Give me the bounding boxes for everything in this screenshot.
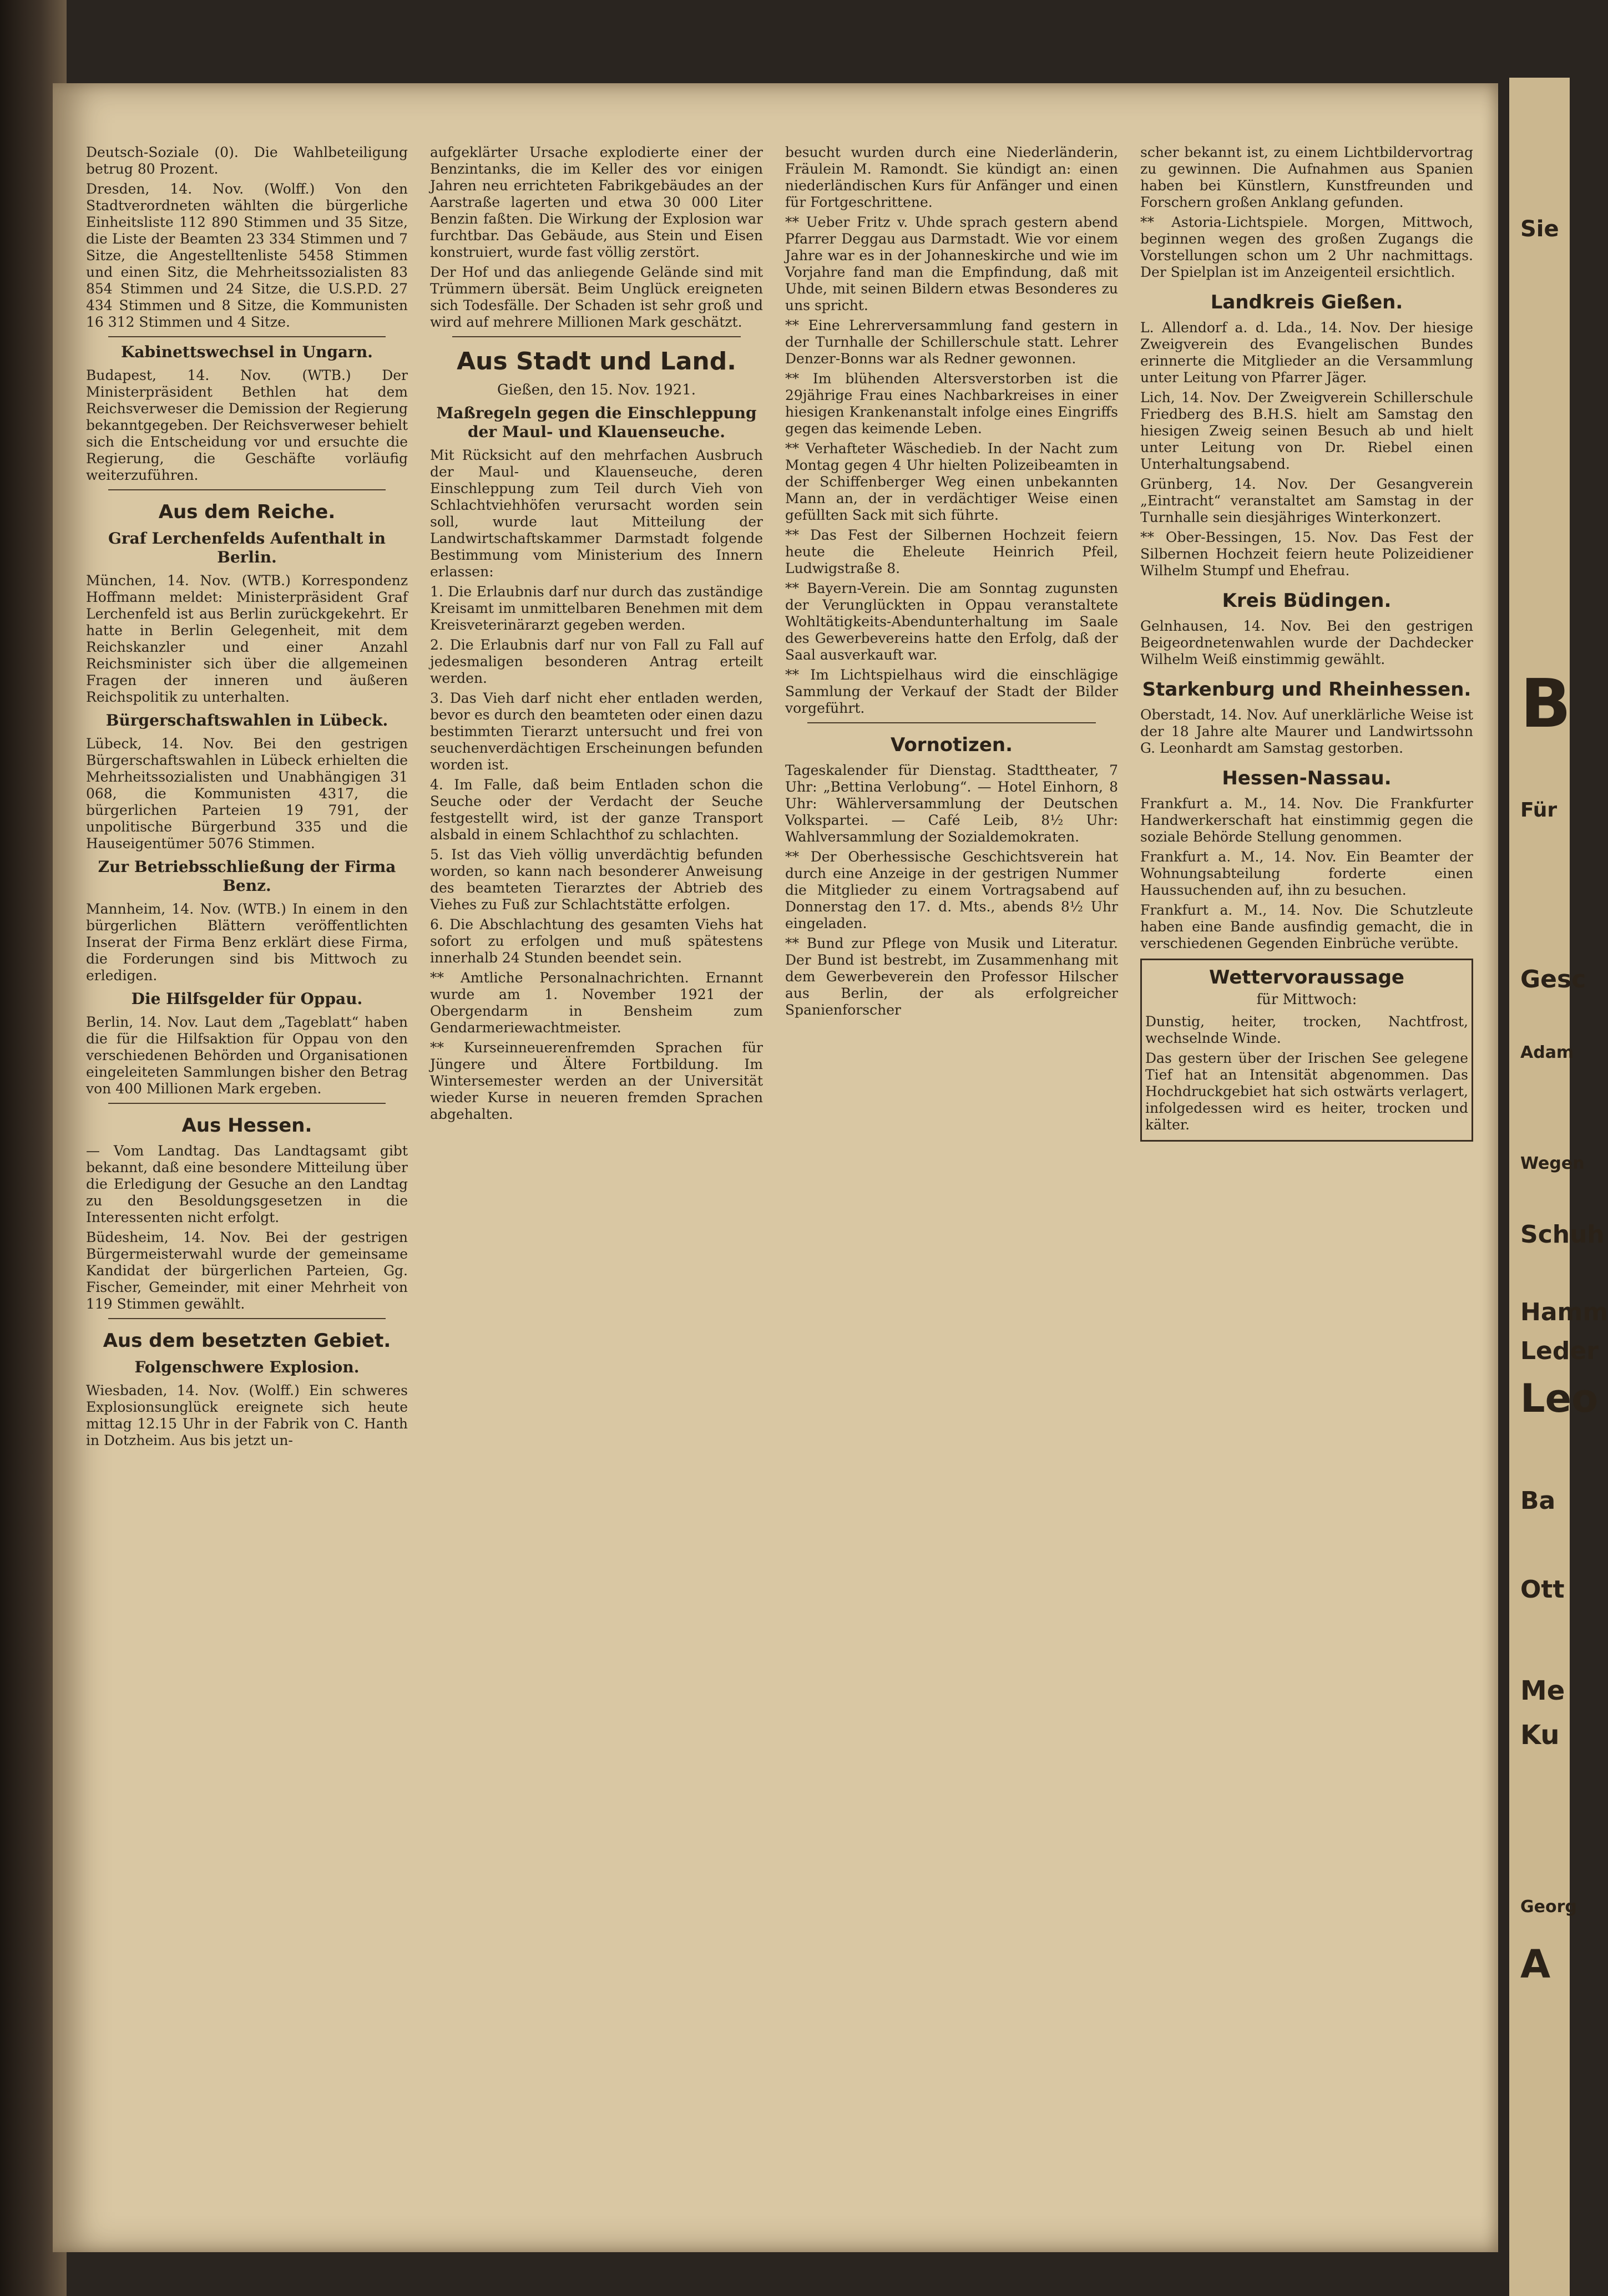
paragraph: Budapest, 14. Nov. (WTB.) Der Ministerpräsident Bethlen hat dem Reichsverweser die Demission der Regierung bekanntgegeben. Der Reichsverweser behielt sich die Entscheidung vor und ersuchte die Regierung, die Geschäfte vorläufig weiterzuführen. (86, 367, 408, 483)
paragraph: Oberstadt, 14. Nov. Auf unerklärliche Weise ist der 18 Jahre alte Maurer und Landwirtssohn G. Leonhardt am Samstag gestorben. (1140, 707, 1473, 756)
paragraph: ** Im Lichtspielhaus wird die einschlägige Sammlung der Verkauf der Stadt der Bilder vorgeführt. (785, 667, 1118, 716)
divider (807, 722, 1096, 723)
paragraph: L. Allendorf a. d. Lda., 14. Nov. Der hiesige Zweigverein des Evangelischen Bundes erinnerte die Mitglieder an die Versammlung unter Leitung von Pfarrer Jäger. (1140, 320, 1473, 386)
ad-fragment: B (1520, 666, 1571, 743)
paragraph: ** Ueber Fritz v. Uhde sprach gestern abend Pfarrer Deggau aus Darmstadt. Wie vor einem Jahre war es in der Johanneskirche und wie im Vorjahre fand man die Empfindung, daß mit Uhde, mit seinen Bildern etwas Besonderes zu uns spricht. (785, 214, 1118, 313)
ad-fragment: Adam (1520, 1043, 1574, 1062)
paragraph: Frankfurt a. M., 14. Nov. Die Frankfurter Handwerkerschaft hat einstimmig gegen die soziale Behörde Stellung genommen. (1140, 795, 1473, 845)
paragraph: ** Bund zur Pflege von Musik und Literatur. Der Bund ist bestrebt, im Zusammenhang mit dem Gewerbeverein den Professor Hilscher aus Berlin, der als erfolgreicher Spanienforscher (785, 935, 1118, 1018)
ad-fragment: Für (1520, 799, 1558, 822)
paragraph: Grünberg, 14. Nov. Der Gesangverein „Eintracht“ veranstaltet am Samstag in der Turnhalle sein diesjähriges Winterkonzert. (1140, 476, 1473, 525)
section-heading: Kreis Büdingen. (1222, 590, 1392, 612)
ad-fragment: Hamm (1520, 1298, 1608, 1326)
paragraph: ** Eine Lehrerversammlung fand gestern in der Turnhalle der Schillerschule statt. Lehrer Denzer-Bonns war als Redner gewonnen. (785, 317, 1118, 367)
ad-fragment: Sie (1520, 216, 1559, 242)
ad-fragment: Leo (1520, 1376, 1599, 1421)
list-item: 6. Die Abschlachtung des gesamten Viehs hat sofort zu erfolgen und muß spätestens innerhalb 24 Stunden beendet sein. (430, 916, 763, 966)
ad-fragment: Ku (1520, 1720, 1560, 1751)
section-heading: Landkreis Gießen. (1210, 291, 1403, 313)
divider (108, 489, 386, 490)
list-item: 5. Ist das Vieh völlig unverdächtig befunden worden, so kann nach besonderer Anweisung des beamteten Tierarztes der Abtrieb des Viehes zu Fuß zur Schlachtstätte erfolgen. (430, 847, 763, 913)
section-heading: Aus Stadt und Land. (457, 347, 736, 376)
list-item: 2. Die Erlaubnis darf nur von Fall zu Fall auf jedesmaligen besonderen Antrag erteilt werden. (430, 637, 763, 686)
section-heading: Aus dem Reiche. (158, 501, 336, 523)
section-heading: Aus dem besetzten Gebiet. (103, 1330, 391, 1352)
column-4 (1140, 144, 1473, 2230)
paragraph: Mannheim, 14. Nov. (WTB.) In einem in den bürgerlichen Blättern veröffentlichten Inserat der Firma Benz erklärt diese Firma, die Forderungen sind bis Mittwoch zu erledigen. (86, 901, 408, 984)
paragraph: ** Der Oberhessische Geschichtsverein hat durch eine Anzeige in der gestrigen Nummer die Mitglieder zu einem Vortragsabend auf Donnerstag den 17. d. Mts., abends 8½ Uhr eingeladen. (785, 849, 1118, 931)
column-2 (430, 144, 763, 2230)
weather-heading: Wettervoraussage (1209, 966, 1404, 989)
paragraph: Lübeck, 14. Nov. Bei den gestrigen Bürgerschaftswahlen in Lübeck erhielten die Mehrheitssozialisten und Unabhängigen 31 068, die Kommunisten 4317, die bürgerlichen Parteien 19 791, der unpolitische Bürgerbund 335 und die Hauseigentümer 5076 Stimmen. (86, 736, 408, 852)
ad-fragment: Georg (1520, 1897, 1577, 1917)
weather-report: Das gestern über der Irischen See gelegene Tief hat an Intensität abgenommen. Das Hochdruckgebiet hat sich ostwärts verlagert, infolgedessen wird es heiter, trocken und kälter. (1145, 1050, 1468, 1133)
weather-box (1140, 959, 1473, 1142)
heading: Graf Lerchenfelds Aufenthalt in Berlin. (108, 529, 386, 566)
list-item: 1. Die Erlaubnis darf nur durch das zuständige Kreisamt im unmittelbaren Benehmen mit dem Kreisveterinärarzt gegeben werden. (430, 584, 763, 633)
heading: Folgenschwere Explosion. (134, 1358, 360, 1376)
paragraph: Lich, 14. Nov. Der Zweigverein Schillerschule Friedberg des B.H.S. hielt am Samstag den hiesigen Zweig seinen Besuch ab und hielt unter Leitung von Dr. Riebel einen Unterhaltungsabend. (1140, 389, 1473, 472)
paragraph: ** Im blühenden Altersverstorben ist die 29jährige Frau eines Nachbarkreises in einer hiesigen Krankenanstalt infolge eines Eingriffs gegen das keimende Leben. (785, 371, 1118, 437)
ad-fragment: Gesc (1520, 965, 1586, 994)
facing-page-edge (1509, 78, 1608, 2296)
paragraph: ** Kurseinneuerenfremden Sprachen für Jüngere und Ältere Fortbildung. Im Wintersemester werden an der Universität wieder Kurse in neueren fremden Sprachen abgehalten. (430, 1040, 763, 1122)
paragraph: Frankfurt a. M., 14. Nov. Die Schutzleute haben eine Bande ausfindig gemacht, die in verschiedenen Gegenden Einbrüche verübte. (1140, 902, 1473, 951)
ad-fragment: A (1520, 1942, 1551, 1987)
list-item: 4. Im Falle, daß beim Entladen schon die Seuche oder der Verdacht der Seuche festgestellt wird, ist der ganze Transport alsbald in einem Schlachthof zu schlachten. (430, 777, 763, 843)
paragraph: besucht wurden durch eine Niederländerin, Fräulein M. Ramondt. Sie kündigt an: einen niederländischen Kurs für Anfänger und einen für Fortgeschrittene. (785, 144, 1118, 210)
paragraph: Wiesbaden, 14. Nov. (Wolff.) Ein schweres Explosionsunglück ereignete sich heute mittag 12.15 Uhr in der Fabrik von C. Hanth in Dotzheim. Aus bis jetzt un- (86, 1382, 408, 1448)
ad-fragment: Leder (1520, 1337, 1599, 1365)
ad-fragment: Schuh (1520, 1220, 1605, 1249)
paragraph: München, 14. Nov. (WTB.) Korrespondenz Hoffmann meldet: Ministerpräsident Graf Lerchenfeld ist aus Berlin zurückgekehrt. Er hatte in Berlin Gelegenheit, mit dem Reichskanzler und einer Anzahl Reichsminister sich über die allgemeinen Fragen der inneren und äußeren Reichspolitik zu unterhalten. (86, 572, 408, 705)
heading: Kabinettswechsel in Ungarn. (121, 343, 373, 361)
divider (452, 336, 741, 337)
paragraph: ** Bayern-Verein. Die am Sonntag zugunsten der Verunglückten in Oppau veranstaltete Wohltätigkeits-Abendunterhaltung im Saale des Gewerbevereins hatte den Erfolg, daß der Saal ausverkauft war. (785, 580, 1118, 663)
heading: Die Hilfsgelder für Oppau. (131, 990, 363, 1008)
paragraph: Dresden, 14. Nov. (Wolff.) Von den Stadtverordneten wählten die bürgerliche Einheitsliste 112 890 Stimmen und 35 Sitze, die Liste der Beamten 23 334 Stimmen und 7 Sitze, die Angestelltenliste 5458 Stimmen und einen Sitz, die Mehrheitssozialisten 83 854 Stimmen und 24 Sitze, die U.S.P.D. 27 434 Stimmen und 8 Sitze, die Kommunisten 16 312 Stimmen und 4 Sitze. (86, 181, 408, 330)
paragraph: ** Ober-Bessingen, 15. Nov. Das Fest der Silbernen Hochzeit feiern heute Polizeidiener Wilhelm Stumpf und Ehefrau. (1140, 529, 1473, 579)
divider (108, 336, 386, 337)
paragraph: Frankfurt a. M., 14. Nov. Ein Beamter der Wohnungsabteilung forderte einen Haussuchenden auf, ihn zu besuchen. (1140, 849, 1473, 898)
weather-forecast: Dunstig, heiter, trocken, Nachtfrost, wechselnde Winde. (1145, 1013, 1468, 1046)
paragraph: — Vom Landtag. Das Landtagsamt gibt bekannt, daß eine besondere Mitteilung über die Erledigung der Gesuche an den Landtag zu den Besoldungsgesetzen in die Interessenten nicht erfolgt. (86, 1143, 408, 1225)
paragraph: ** Verhafteter Wäschedieb. In der Nacht zum Montag gegen 4 Uhr hielten Polizeibeamten in der Schiffenberger Weg einen unbekannten Mann an, der in verdächtiger Weise einen gefüllten Sack mit sich führte. (785, 440, 1118, 523)
list-item: 3. Das Vieh darf nicht eher entladen werden, bevor es durch den beamteten oder einen dazu bestimmten Tierarzt untersucht und frei von seuchenverdächtigen Erscheinungen befunden worden ist. (430, 690, 763, 773)
ad-fragment: Ott (1520, 1575, 1565, 1604)
section-heading: Starkenburg und Rheinhessen. (1142, 678, 1472, 701)
ad-fragment: Wegen (1520, 1154, 1585, 1173)
column-1 (86, 144, 408, 2230)
weather-subheading: für Mittwoch: (1256, 991, 1357, 1008)
divider (108, 1103, 386, 1104)
ad-fragment: Me (1520, 1675, 1565, 1706)
paragraph: aufgeklärter Ursache explodierte einer der Benzintanks, die im Keller des vor einigen Jahren neu errichteten Fabrikgebäudes an der Aarstraße lagerten und etwa 30 000 Liter Benzin faßten. Die Wirkung der Explosion war furchtbar. Das Gebäude, aus Stein und Eisen konstruiert, wurde fast völlig zerstört. (430, 144, 763, 260)
paragraph: scher bekannt ist, zu einem Lichtbildervortrag zu gewinnen. Die Aufnahmen aus Spanien haben bei Künstlern, Kunstfreunden und Forschern großen Anklang gefunden. (1140, 144, 1473, 210)
dateline: Gießen, den 15. Nov. 1921. (497, 382, 696, 398)
paragraph: ** Amtliche Personalnachrichten. Ernannt wurde am 1. November 1921 der Obergendarm in Bensheim zum Gendarmeriewachtmeister. (430, 970, 763, 1036)
column-3 (785, 144, 1118, 2230)
ad-fragment: Ba (1520, 1487, 1556, 1515)
section-heading: Vornotizen. (890, 734, 1013, 756)
paragraph: ** Das Fest der Silbernen Hochzeit feiern heute die Eheleute Heinrich Pfeil, Ludwigstraße 8. (785, 527, 1118, 576)
newspaper-page (53, 83, 1498, 2252)
paragraph: Deutsch-Soziale (0). Die Wahlbeteiligung betrug 80 Prozent. (86, 144, 408, 177)
section-heading: Aus Hessen. (181, 1114, 312, 1137)
paragraph: ** Astoria-Lichtspiele. Morgen, Mittwoch, beginnen wegen des großen Zugangs die Vorstellungen schon um 2 Uhr nachmittags. Der Spielplan ist im Anzeigenteil ersichtlich. (1140, 214, 1473, 280)
paragraph: Der Hof und das anliegende Gelände sind mit Trümmern übersät. Beim Unglück ereigneten sich Todesfälle. Der Schaden ist sehr groß und wird auf mehrere Millionen Mark geschätzt. (430, 264, 763, 330)
divider (108, 1318, 386, 1319)
paragraph: Büdesheim, 14. Nov. Bei der gestrigen Bürgermeisterwahl wurde der gemeinsame Kandidat der bürgerlichen Parteien, Gg. Fischer, Gemeinder, mit einer Mehrheit von 119 Stimmen gewählt. (86, 1229, 408, 1312)
paragraph: Mit Rücksicht auf den mehrfachen Ausbruch der Maul- und Klauenseuche, deren Einschleppung zum Teil durch Vieh von Schlachtviehhöfen verursacht worden sein soll, wurde laut Mitteilung der Landwirtschaftskammer Darmstadt folgende Bestimmung vom Ministerium des Innern erlassen: (430, 447, 763, 580)
paragraph: Gelnhausen, 14. Nov. Bei den gestrigen Beigeordnetenwahlen wurde der Dachdecker Wilhelm Weiß einstimmig gewählt. (1140, 618, 1473, 667)
heading: Bürgerschaftswahlen in Lübeck. (105, 711, 388, 729)
section-heading: Hessen-Nassau. (1222, 767, 1392, 789)
paragraph: Tageskalender für Dienstag. Stadttheater, 7 Uhr: „Bettina Verlobung“. — Hotel Einhorn, 8 Uhr: Wählerversammlung der Deutschen Volkspartei. — Café Leib, 8½ Uhr: Wahlversammlung der Sozialdemokraten. (785, 762, 1118, 845)
heading: Zur Betriebsschließung der Firma Benz. (98, 858, 396, 895)
heading: Maßregeln gegen die Einschleppung der Maul- und Klauenseuche. (436, 404, 757, 441)
paragraph: Berlin, 14. Nov. Laut dem „Tageblatt“ haben die für die Hilfsaktion für Oppau von den verschiedenen Behörden und Organisationen eingeleiteten Sammlungen bisher den Betrag von 400 Millionen Mark ergeben. (86, 1014, 408, 1097)
